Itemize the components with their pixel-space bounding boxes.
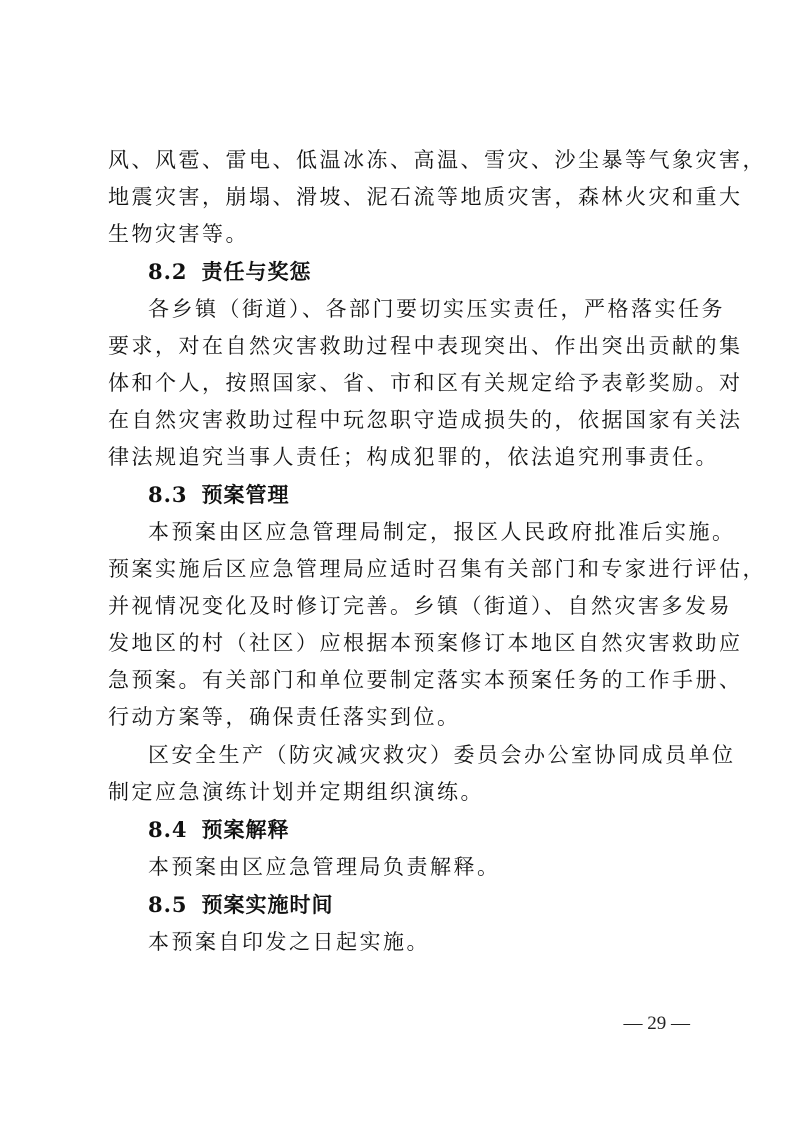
section-heading-8-3 [148,481,688,509]
paragraph-line: 并视情况变化及时修订完善。乡镇（街道）、自然灾害多发易 [108,594,732,618]
section-number: 8.4 [148,817,188,842]
section-title: 预案实施时间 [201,892,334,917]
paragraph-line: 预案实施后区应急管理局应适时召集有关部门和专家进行评估， [108,557,766,581]
paragraph-line: 在自然灾害救助过程中玩忽职守造成损失的，依据国家有关法 [108,408,743,432]
section-title: 预案管理 [201,482,290,507]
paragraph-line: 律法规追究当事人责任；构成犯罪的，依法追究刑事责任。 [108,445,719,469]
section-number: 8.2 [148,259,188,284]
section-heading-8-5 [148,891,688,919]
paragraph-line: 本预案由区应急管理局负责解释。 [148,855,501,879]
paragraph-line: 各乡镇（街道）、各部门要切实压实责任，严格落实任务 [148,297,725,321]
section-title: 预案解释 [201,817,290,842]
paragraph-line: 行动方案等，确保责任落实到位。 [108,705,461,729]
paragraph-line: 体和个人，按照国家、省、市和区有关规定给予表彰奖励。对 [108,371,743,395]
section-number: 8.5 [148,892,188,917]
paragraph-line: 本预案由区应急管理局制定，报区人民政府批准后实施。 [148,520,736,544]
section-heading-8-2 [148,258,688,286]
paragraph-line: 风、风雹、雷电、低温冰冻、高温、雪灾、沙尘暴等气象灾害， [108,148,766,172]
paragraph-line: 要求，对在自然灾害救助过程中表现突出、作出突出贡献的集 [108,334,743,358]
paragraph-line: 生物灾害等。 [108,222,249,246]
paragraph-line: 发地区的村（社区）应根据本预案修订本地区自然灾害救助应 [108,631,743,655]
section-number: 8.3 [148,482,188,507]
paragraph-line: 地震灾害，崩塌、滑坡、泥石流等地质灾害，森林火灾和重大 [108,185,743,209]
paragraph-line: 区安全生产（防灾减灾救灾）委员会办公室协同成员单位 [148,743,736,767]
page-number: — 29 — [623,1013,690,1034]
paragraph-line: 急预案。有关部门和单位要制定落实本预案任务的工作手册、 [108,668,743,692]
paragraph-line: 制定应急演练计划并定期组织演练。 [108,780,484,804]
paragraph-line: 本预案自印发之日起实施。 [148,930,430,954]
section-heading-8-4 [148,816,688,844]
section-title: 责任与奖惩 [201,259,312,284]
